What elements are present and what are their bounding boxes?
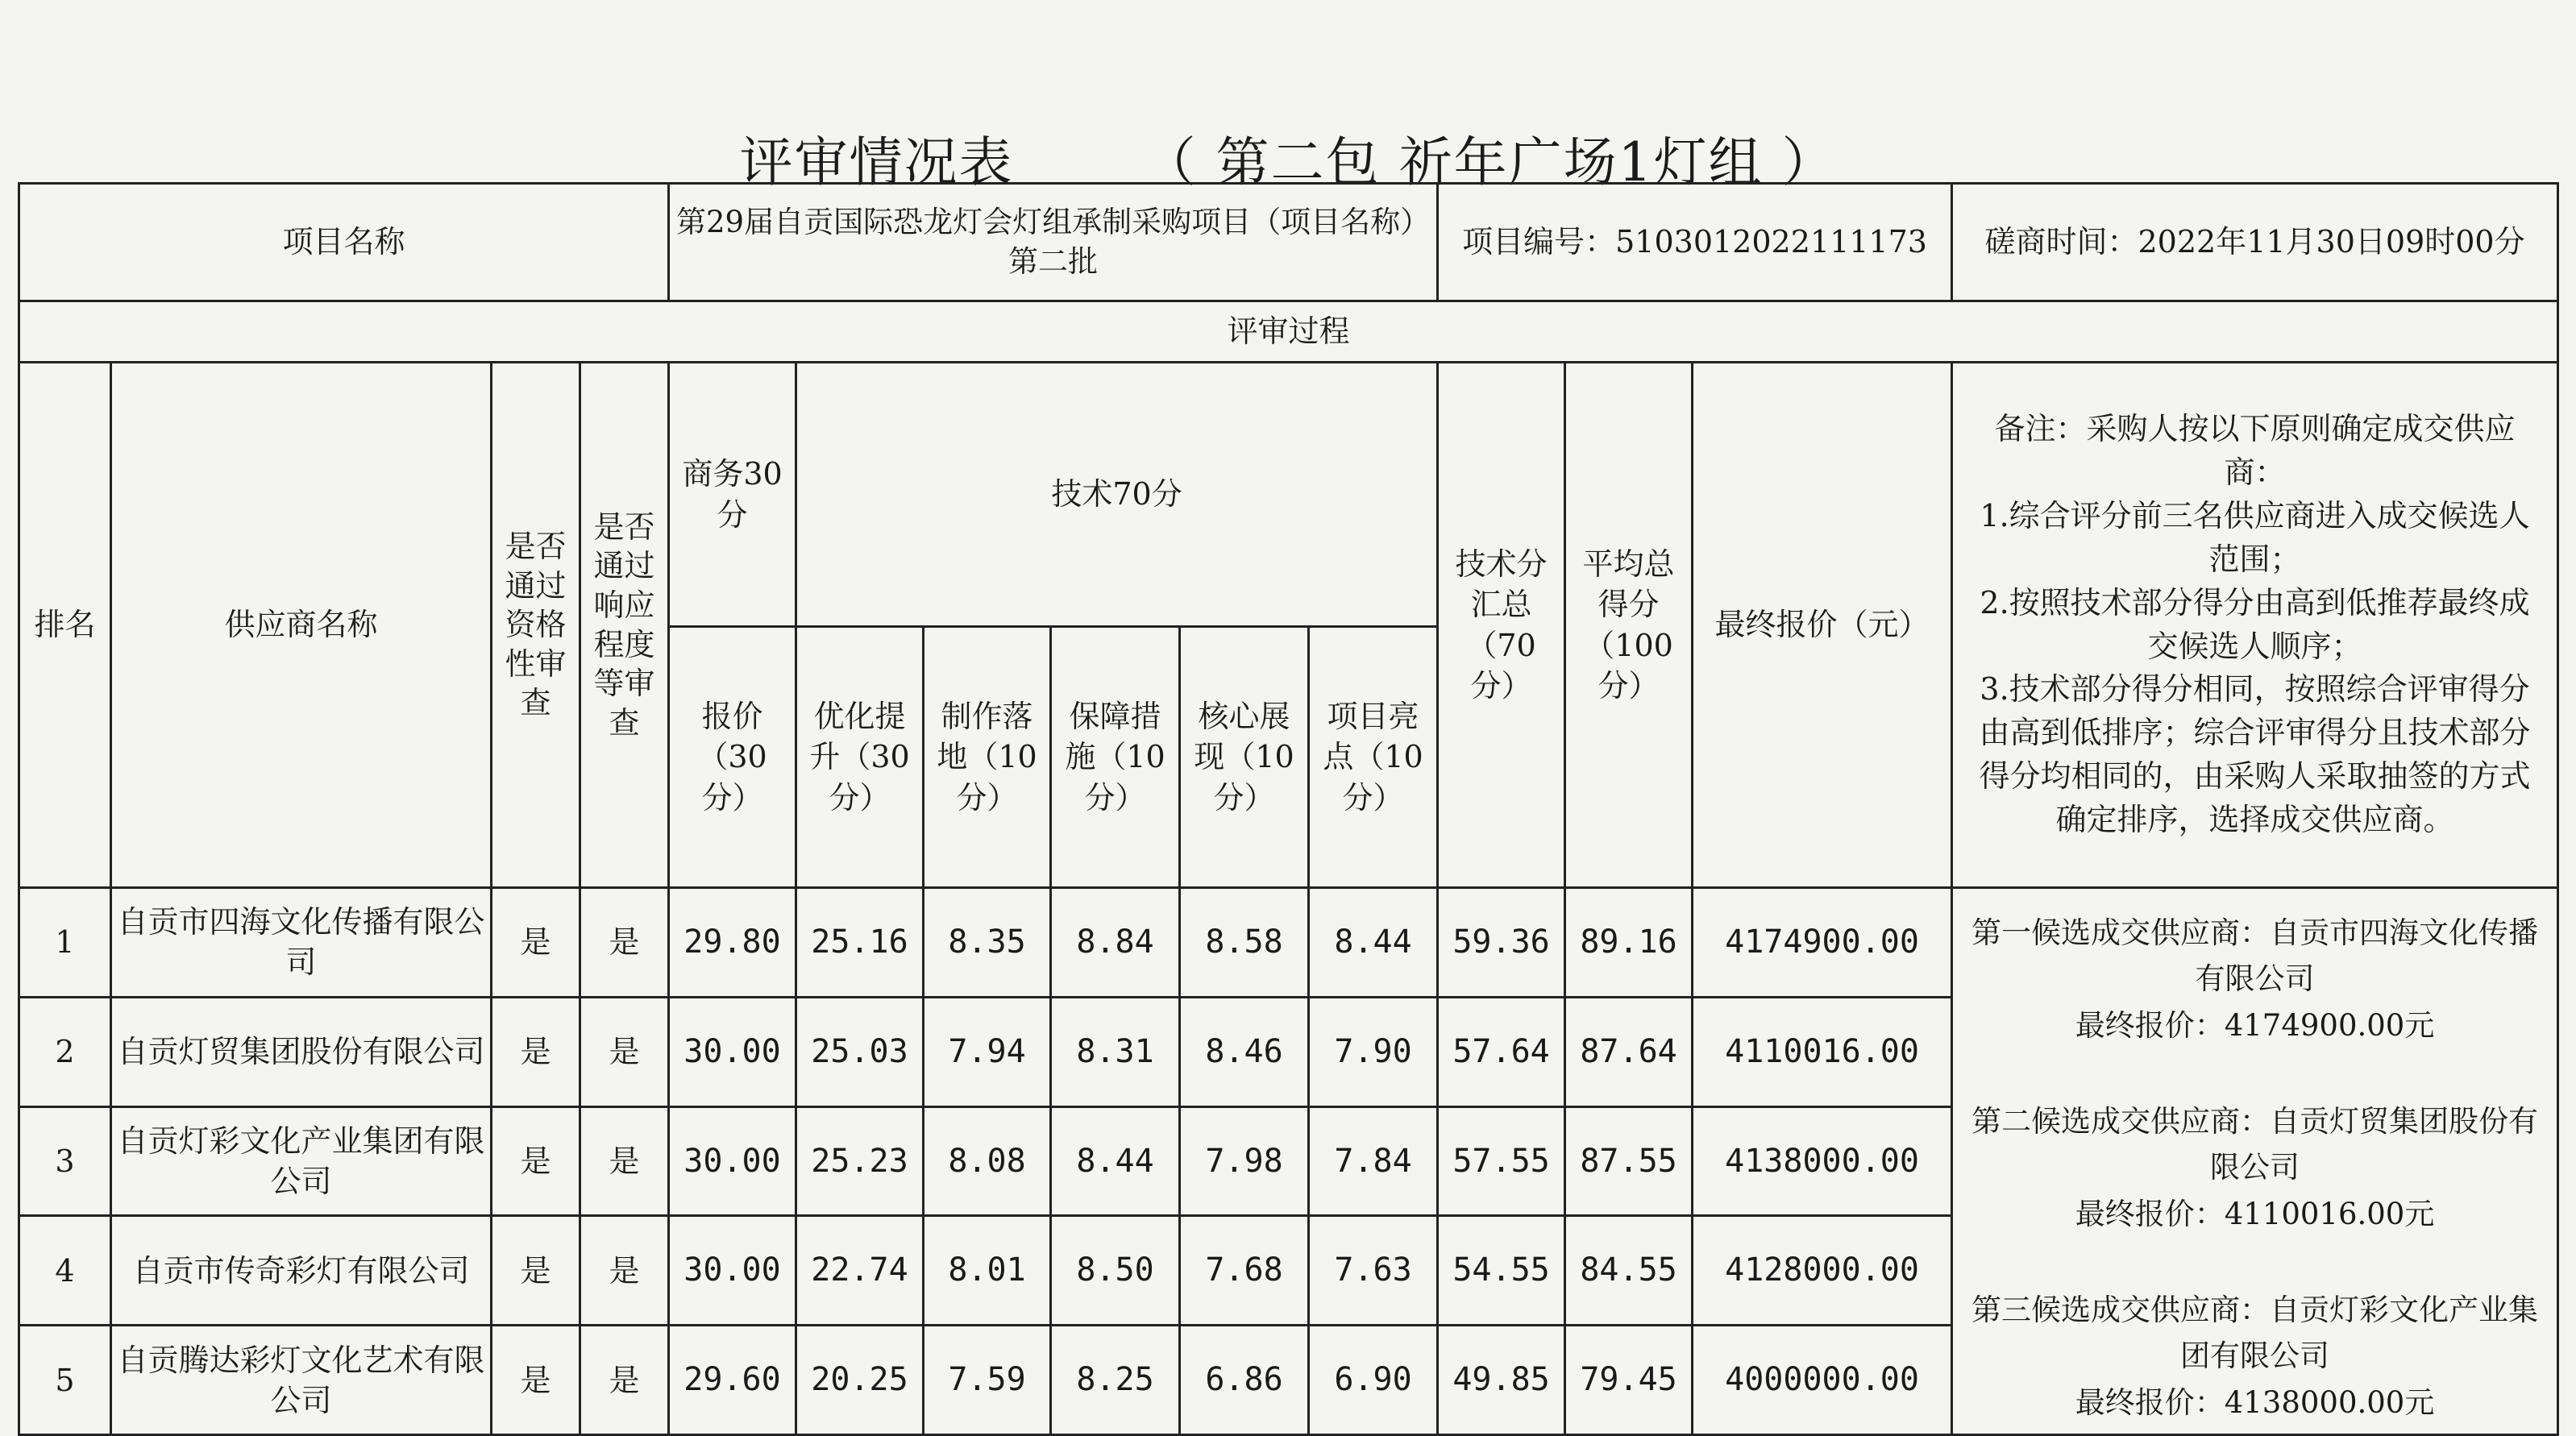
header-production: 制作落地（10分）: [924, 627, 1051, 888]
rank-cell: 4: [19, 1216, 111, 1326]
guarantee-score-cell: 8.25: [1051, 1326, 1180, 1435]
guarantee-score-cell: 8.84: [1051, 888, 1180, 998]
optimize-score-cell: 22.74: [796, 1216, 924, 1326]
rank-cell: 5: [19, 1326, 111, 1435]
supplier-cell: 自贡腾达彩灯文化艺术有限公司: [111, 1326, 492, 1435]
supplier-cell: 自贡市传奇彩灯有限公司: [111, 1216, 492, 1326]
price-score-cell: 30.00: [669, 1106, 796, 1216]
final-price-cell: 4128000.00: [1693, 1216, 1952, 1326]
header-avg-total: 平均总得分（100分）: [1565, 363, 1693, 888]
table-row: [19, 888, 2558, 998]
project-name: 第29届自贡国际恐龙灯会灯组承制采购项目（项目名称）第二批: [669, 184, 1438, 301]
core-score-cell: 8.58: [1180, 888, 1309, 998]
highlight-score-cell: 6.90: [1309, 1326, 1438, 1435]
highlight-score-cell: 7.84: [1309, 1106, 1438, 1216]
highlight-score-cell: 8.44: [1309, 888, 1438, 998]
price-score-cell: 30.00: [669, 997, 796, 1106]
header-row-1: [19, 363, 2558, 627]
avg-total-cell: 79.45: [1565, 1326, 1693, 1435]
header-responsiveness: 是否通过响应程度等审查: [580, 363, 669, 888]
tech-total-cell: 54.55: [1438, 1216, 1565, 1326]
guarantee-score-cell: 8.50: [1051, 1216, 1180, 1326]
avg-total-cell: 87.55: [1565, 1106, 1693, 1216]
tech-total-cell: 57.55: [1438, 1106, 1565, 1216]
candidate-3-price: 最终报价：4138000.00元: [2075, 1384, 2435, 1420]
selection-rules-note: [1952, 363, 2558, 888]
final-price-cell: 4138000.00: [1693, 1106, 1952, 1216]
review-table: [18, 182, 2559, 1436]
qualification-cell: 是: [492, 1326, 580, 1435]
project-number: 项目编号：5103012022111173: [1438, 184, 1952, 301]
avg-total-cell: 89.16: [1565, 888, 1693, 998]
review-process-row: [19, 301, 2558, 363]
qualification-cell: 是: [492, 1106, 580, 1216]
header-highlight: 项目亮点（10分）: [1309, 627, 1438, 888]
avg-total-cell: 84.55: [1565, 1216, 1693, 1326]
header-technical: 技术70分: [796, 363, 1438, 627]
production-score-cell: 8.01: [924, 1216, 1051, 1326]
candidate-1-title: 第一候选成交供应商：自贡市四海文化传播有限公司: [1971, 915, 2539, 997]
rank-cell: 1: [19, 888, 111, 998]
core-score-cell: 8.46: [1180, 997, 1309, 1106]
avg-total-cell: 87.64: [1565, 997, 1693, 1106]
title-main: 评审情况表: [739, 131, 1014, 193]
highlight-score-cell: 7.90: [1309, 997, 1438, 1106]
optimize-score-cell: 25.03: [796, 997, 924, 1106]
responsiveness-cell: 是: [580, 1326, 669, 1435]
tech-total-cell: 59.36: [1438, 888, 1565, 998]
header-optimize: 优化提升（30分）: [796, 627, 924, 888]
price-score-cell: 29.80: [669, 888, 796, 998]
guarantee-score-cell: 8.44: [1051, 1106, 1180, 1216]
optimize-score-cell: 25.16: [796, 888, 924, 998]
note-rule-3: 3.技术部分得分相同，按照综合评审得分由高到低排序；综合评审得分且技术部分得分均相同的，由采购人采取抽签的方式确定排序，选择成交供应商。: [1979, 671, 2531, 838]
production-score-cell: 7.94: [924, 997, 1051, 1106]
supplier-cell: 自贡灯彩文化产业集团有限公司: [111, 1106, 492, 1216]
final-price-cell: 4000000.00: [1693, 1326, 1952, 1435]
optimize-score-cell: 25.23: [796, 1106, 924, 1216]
qualification-cell: 是: [492, 997, 580, 1106]
production-score-cell: 8.08: [924, 1106, 1051, 1216]
rank-cell: 3: [19, 1106, 111, 1216]
responsiveness-cell: 是: [580, 1216, 669, 1326]
production-score-cell: 7.59: [924, 1326, 1051, 1435]
rank-cell: 2: [19, 997, 111, 1106]
optimize-score-cell: 20.25: [796, 1326, 924, 1435]
core-score-cell: 7.68: [1180, 1216, 1309, 1326]
header-guarantee: 保障措施（10分）: [1051, 627, 1180, 888]
qualification-cell: 是: [492, 1216, 580, 1326]
price-score-cell: 30.00: [669, 1216, 796, 1326]
price-score-cell: 29.60: [669, 1326, 796, 1435]
note-intro: 备注：采购人按以下原则确定成交供应商：: [1994, 410, 2516, 490]
responsiveness-cell: 是: [580, 888, 669, 998]
production-score-cell: 8.35: [924, 888, 1051, 998]
candidate-2-title: 第二候选成交供应商：自贡灯贸集团股份有限公司: [1971, 1104, 2539, 1185]
responsiveness-cell: 是: [580, 997, 669, 1106]
header-price: 报价（30分）: [669, 627, 796, 888]
header-final-price: 最终报价（元）: [1693, 363, 1952, 888]
candidate-3-title: 第三候选成交供应商：自贡灯彩文化产业集团有限公司: [1971, 1293, 2539, 1374]
title-package: （ 第二包 祈年广场1灯组 ）: [1142, 131, 1837, 193]
header-qualification: 是否通过资格性审查: [492, 363, 580, 888]
highlight-score-cell: 7.63: [1309, 1216, 1438, 1326]
info-row: [19, 184, 2558, 301]
project-name-label: 项目名称: [19, 184, 669, 301]
header-business: 商务30分: [669, 363, 796, 627]
candidate-suppliers: [1952, 888, 2558, 1435]
responsiveness-cell: 是: [580, 1106, 669, 1216]
final-price-cell: 4174900.00: [1693, 888, 1952, 998]
core-score-cell: 7.98: [1180, 1106, 1309, 1216]
core-score-cell: 6.86: [1180, 1326, 1309, 1435]
note-rule-1: 1.综合评分前三名供应商进入成交候选人范围；: [1980, 497, 2530, 577]
tech-total-cell: 49.85: [1438, 1326, 1565, 1435]
review-process-heading: 评审过程: [19, 301, 2558, 363]
header-rank: 排名: [19, 363, 111, 888]
supplier-cell: 自贡灯贸集团股份有限公司: [111, 997, 492, 1106]
tech-total-cell: 57.64: [1438, 997, 1565, 1106]
final-price-cell: 4110016.00: [1693, 997, 1952, 1106]
qualification-cell: 是: [492, 888, 580, 998]
note-rule-2: 2.按照技术部分得分由高到低推荐最终成交候选人顺序；: [1980, 584, 2530, 664]
header-tech-total: 技术分汇总（70分）: [1438, 363, 1565, 888]
candidate-1-price: 最终报价：4174900.00元: [2075, 1007, 2435, 1043]
header-core: 核心展现（10分）: [1180, 627, 1309, 888]
supplier-cell: 自贡市四海文化传播有限公司: [111, 888, 492, 998]
guarantee-score-cell: 8.31: [1051, 997, 1180, 1106]
consult-time: 磋商时间：2022年11月30日09时00分: [1952, 184, 2558, 301]
header-supplier: 供应商名称: [111, 363, 492, 888]
candidate-2-price: 最终报价：4110016.00元: [2075, 1196, 2435, 1231]
